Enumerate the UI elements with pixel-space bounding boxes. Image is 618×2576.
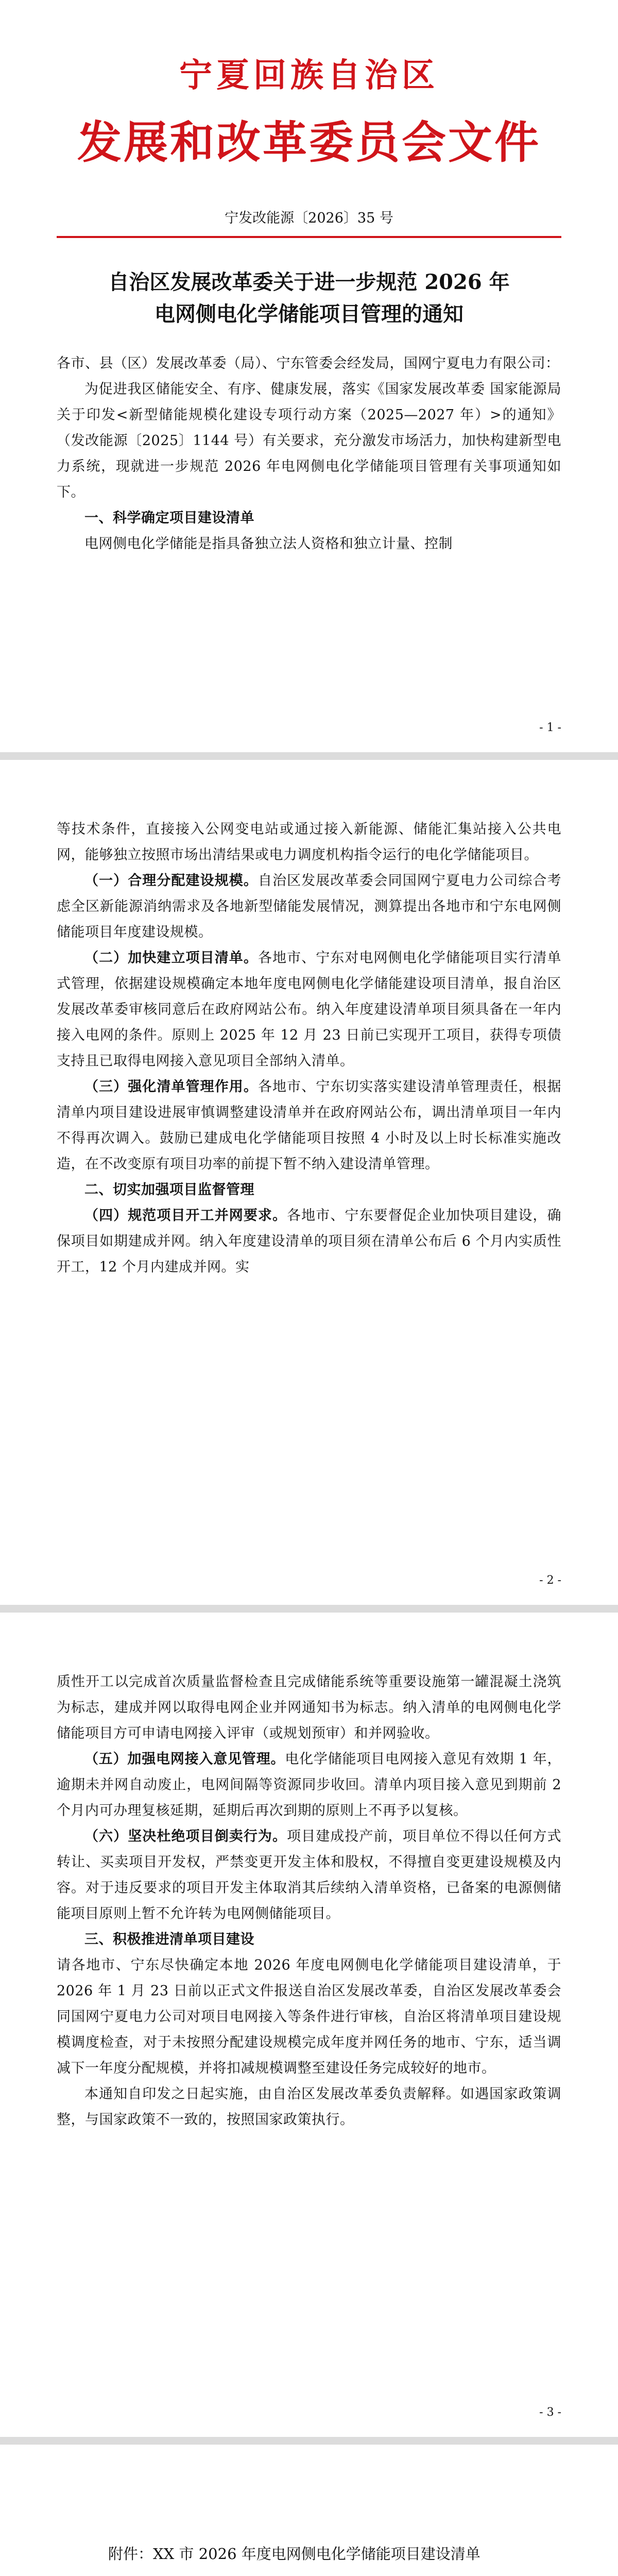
item-3-lead: （三）强化清单管理作用。	[84, 1079, 258, 1095]
item-4-lead: （四）规范项目开工并网要求。	[84, 1208, 287, 1224]
page-4	[0, 2445, 618, 2576]
page-3	[0, 1613, 618, 2437]
item-1-text: 自治区发展改革委会同国网宁夏电力公司综合考虑全区新能源消纳需求及各地新型储能发展情况，测算提出各地市和宁东电网侧储能项目年度建设规模。	[57, 873, 561, 940]
document-title	[57, 266, 561, 330]
item-6-text: 项目建成投产前，项目单位不得以任何方式转让、买卖项目开发权，严禁变更开发主体和股权，不得擅自变更建设规模及内容。对于违反要求的项目开发主体取消其后续纳入清单资格，已备案的电源侧储能项目原则上暂不允许转为电网侧储能项目。	[57, 1828, 561, 1922]
annex-note: 附件：XX 市 2026 年度电网侧电化学储能项目建设清单	[108, 2545, 480, 2563]
page-2	[0, 760, 618, 1605]
document-header: 发展和改革委员会文件	[77, 116, 541, 168]
section-2-heading: 二、切实加强项目监督管理	[84, 1182, 254, 1198]
page-number: - 1 -	[539, 721, 561, 734]
item-4	[57, 1203, 561, 1280]
section-3-paragraph: 请各地市、宁东尽快确定本地 2026 年度电网侧电化学储能项目建设清单，于 2026 年 1 月 23 日前以正式文件报送自治区发展改革委，自治区发展改革委会同国网宁夏电力公司对项目电网接入等条件进行审核，自治区将清单项目建设规模调度检查，对于未按照分配建设规模完成年度并网任务的地市、宁东，适当调减下一年度分配规模，并将扣减规模调整至建设任务完成较好的地市。	[57, 1957, 561, 2076]
item-4-continued: 质性开工以完成首次质量监督检查且完成储能系统等重要设施第一罐混凝土浇筑为标志，建成并网以取得电网企业并网通知书为标志。纳入清单的电网侧电化学储能项目方可申请电网接入评审（或规划预审）和并网验收。	[57, 1674, 561, 1741]
item-1	[57, 868, 561, 945]
item-3-text: 各地市、宁东切实落实建设清单管理责任，根据清单内项目建设进展审慎调整建设清单并在政府网站公布，调出清单项目一年内不得再次调入。鼓励已建成电化学储能项目按照 4 小时及以上时长标准实施改造，在不改变原有项目功率的前提下暂不纳入建设清单管理。	[57, 1079, 561, 1172]
title-line-2: 电网侧电化学储能项目管理的通知	[154, 302, 464, 326]
item-2	[57, 945, 561, 1074]
item-5	[57, 1747, 561, 1824]
item-5-lead: （五）加强电网接入意见管理。	[84, 1751, 285, 1767]
recipients: 各市、县（区）发展改革委（局）、宁东管委会经发局，国网宁夏电力有限公司：	[57, 355, 560, 371]
page-number: - 3 -	[539, 2406, 561, 2419]
item-6-lead: （六）坚决杜绝项目倒卖行为。	[84, 1828, 287, 1844]
intro-paragraph: 为促进我区储能安全、有序、健康发展，落实《国家发展改革委 国家能源局关于印发<新型储能规模化建设专项行动方案（2025—2027 年）>的通知》（发改能源〔2025〕1144 号）有关要求，充分激发市场活力，加快构建新型电力系统，现就进一步规范 2026 年电网侧电化学储能项目管理有关事项通知如下。	[57, 381, 561, 500]
document-number: 宁发改能源〔2026〕35 号	[225, 210, 393, 226]
item-6	[57, 1824, 561, 1927]
item-1-lead: （一）合理分配建设规模。	[84, 873, 258, 889]
red-divider	[57, 236, 561, 238]
paragraph-definition-end: 等技术条件，直接接入公网变电站或通过接入新能源、储能汇集站接入公共电网，能够独立按照市场出清结果或电力调度机构指令运行的电化学储能项目。	[57, 821, 561, 863]
page-number: - 2 -	[539, 1574, 561, 1587]
item-2-lead: （二）加快建立项目清单。	[84, 950, 258, 966]
section-1-heading: 一、科学确定项目建设清单	[84, 510, 254, 526]
item-4-text: 各地市、宁东要督促企业加快项目建设，确保项目如期建成并网。纳入年度建设清单的项目须在清单公布后 6 个月内实质性开工，12 个月内建成并网。实	[57, 1208, 561, 1275]
item-3	[57, 1074, 561, 1177]
section-3-heading: 三、积极推进清单项目建设	[84, 1931, 254, 1947]
title-line-1: 自治区发展改革委关于进一步规范 2026 年	[108, 270, 510, 294]
final-paragraph: 本通知自印发之日起实施，由自治区发展改革委负责解释。如遇国家政策调整，与国家政策不一致的，按照国家政策执行。	[57, 2086, 561, 2128]
item-5-text: 电化学储能项目电网接入意见有效期 1 年，逾期未并网自动废止，电网间隔等资源同步收回。清单内项目接入意见到期前 2 个月内可办理复核延期，延期后再次到期的原则上不再予以复核。	[57, 1751, 562, 1819]
item-2-text: 各地市、宁东对电网侧电化学储能项目实行清单式管理，依据建设规模确定本地年度电网侧电化学储能建设项目清单，报自治区发展改革委审核同意后在政府网站公布。纳入年度建设清单项目须具备在一年内接入电网的条件。原则上 2025 年 12 月 23 日前已实现开工项目，获得专项债支持且已取得电网接入意见项目全部纳入清单。	[57, 950, 561, 1069]
page-1	[0, 0, 618, 752]
paragraph-definition-start: 电网侧电化学储能是指具备独立法人资格和独立计量、控制	[84, 536, 453, 552]
issuing-authority-name: 宁夏回族自治区	[179, 56, 439, 95]
